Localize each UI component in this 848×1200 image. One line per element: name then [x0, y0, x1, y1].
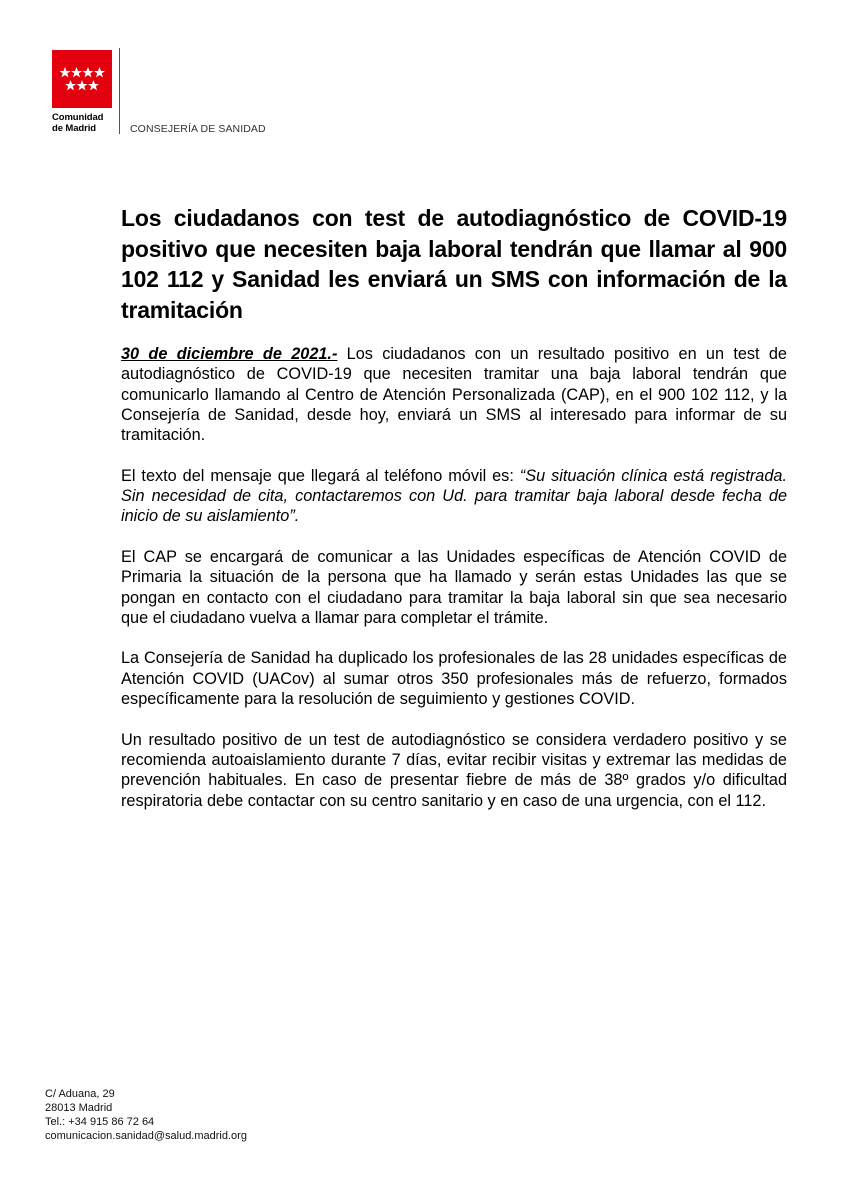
press-release-headline: Los ciudadanos con test de autodiagnóstico de COVID-19 positivo que necesiten baja laboral tendrán que llamar al 900 102 112 y Sanidad les enviará un SMS con información de la tramitación — [121, 205, 787, 323]
paragraph-5: Un resultado positivo de un test de autodiagnóstico se considera verdadero positivo y se recomienda autoaislamiento durante 7 días, evitar recibir visitas y extremar las medidas de prevención habituales. En caso de presentar fiebre de más de 38º grados y/o dificultad respiratoria debe contactar con su centro sanitario y en caso de una urgencia, con el 112. — [121, 730, 787, 810]
footer-contact — [45, 1087, 247, 1143]
paragraph-2 — [121, 466, 787, 527]
paragraph-3: El CAP se encargará de comunicar a las Unidades específicas de Atención COVID de Primaria la situación de la persona que ha llamado y serán estas Unidades las que se pongan en contacto con el ciudadano para tramitar la baja laboral sin que sea necesario que el ciudadano vuelva a llamar para completar el trámite. — [121, 547, 787, 627]
footer-address-line2: 28013 Madrid — [45, 1102, 113, 1114]
department-name: CONSEJERÍA DE SANIDAD — [130, 123, 266, 135]
logo-text-line1: Comunidad — [52, 112, 104, 123]
footer-email: comunicacion.sanidad@salud.madrid.org — [45, 1130, 247, 1142]
press-release-body — [121, 344, 787, 831]
logo-text-line2: de Madrid — [52, 123, 96, 134]
footer-address-line1: C/ Aduana, 29 — [45, 1088, 115, 1100]
paragraph-4: La Consejería de Sanidad ha duplicado los profesionales de las 28 unidades específicas de Atención COVID (UACov) al sumar otros 350 profesionales más de refuerzo, formados específicamente para la resolución de seguimiento y gestiones COVID. — [121, 649, 787, 709]
sms-quote: “Su situación clínica está registrada. Sin necesidad de cita, contactaremos con Ud. para tramitar baja laboral desde fecha de inicio de su aislamiento”. — [121, 466, 787, 526]
paragraph-2-intro: El texto del mensaje que llegará al teléfono móvil es: — [121, 466, 520, 485]
dateline: 30 de diciembre de 2021.- — [121, 345, 338, 363]
comunidad-de-madrid-flag-icon — [52, 50, 112, 108]
footer-phone: Tel.: +34 915 86 72 64 — [45, 1116, 155, 1128]
paragraph-1-text: Los ciudadanos con un resultado positivo en un test de autodiagnóstico de COVID-19 que necesiten tramitar una baja laboral tendrán que comunicarlo llamando al Centro de Atención Personalizada (CAP), en el 900 102 112, y la Consejería de Sanidad, desde hoy, enviará un SMS al interesado para informar de su tramitación. — [121, 345, 787, 445]
logo-text — [52, 112, 122, 134]
header-divider — [119, 48, 120, 134]
paragraph-1 — [121, 344, 787, 445]
